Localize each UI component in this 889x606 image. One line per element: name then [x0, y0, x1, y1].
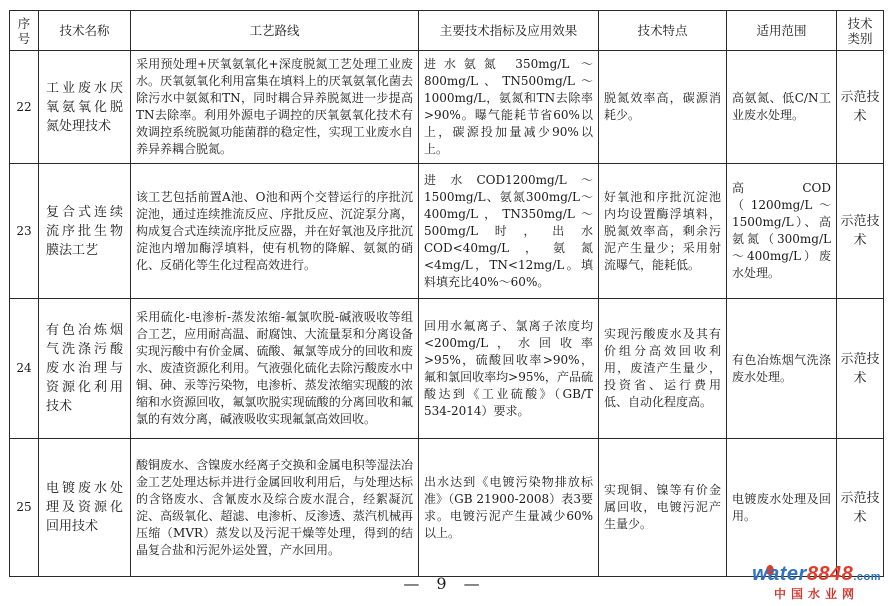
row-route: 采用预处理+厌氧氨氧化+深度脱氮工艺处理工业废水。厌氧氨氧化利用富集在填料上的厌氧氨氧化菌去除污水中氨氮和TN，同时耦合异养脱氮进一步提高TN去除率。利用外源电子调控的厌氧氨氧化技术有效调控系统脱氮功能菌群的稳定性，实现工业废水自养异养耦合脱氮。 [131, 51, 419, 164]
row-name: 复合式连续流序批生物膜法工艺 [39, 164, 131, 299]
row-no: 25 [10, 439, 39, 577]
row-route: 该工艺包括前置A池、O池和两个交替运行的序批沉淀池，通过连续推流反应、序批反应、沉淀泵分离，构成复合式连续流序批反应器，并在好氧池及序批沉淀池内增加酶浮填料，使有机物的降解、氨氮的硝化、反硝化等生化过程高效进行。 [131, 164, 419, 299]
row-route: 采用硫化-电渗析-蒸发浓缩-氟氯吹脱-碱液吸收等组合工艺，应用耐高温、耐腐蚀、大流量泵和分离设备实现污酸中有价金属、硫酸、氟氯等成分的回收和废水、废渣资源化利用。气液强化硫化去除污酸废水中铜、砷、汞等污染物，电渗析、蒸发浓缩实现酸的浓缩和水资源回收，氟氯吹脱实现硫酸的分离回收和氟氯的有效分离，碱液吸收实现氟氯高效回收。 [131, 299, 419, 439]
row-name: 有色冶炼烟气洗涤污酸废水治理与资源化利用技术 [39, 299, 131, 439]
header-name: 技术名称 [39, 11, 131, 51]
watermark-brand-suffix: .com [853, 571, 881, 583]
row-no: 24 [10, 299, 39, 439]
watermark-brand-prefix: water [752, 563, 807, 585]
watermark-brand-digits: 8848 [806, 563, 854, 585]
watermark-brand [752, 564, 881, 587]
header-no: 序 号 [10, 11, 39, 51]
row-scope: 高氨氮、低C/N工业废水处理。 [727, 51, 837, 164]
row-scope: 有色冶炼烟气洗涤废水处理。 [727, 299, 837, 439]
watermark-logo [752, 564, 881, 601]
row-category: 示范技术 [837, 299, 884, 439]
technology-table [9, 10, 884, 577]
header-feature: 技术特点 [599, 11, 727, 51]
row-feature: 实现铜、镍等有价金属回收，电镀污泥产生量少。 [599, 439, 727, 577]
table-row [10, 299, 884, 439]
watermark-site-name: 中国水业网 [774, 587, 860, 601]
row-name: 工业废水厌氧氨氧化脱氮处理技术 [39, 51, 131, 164]
table-row [10, 51, 884, 164]
row-feature: 好氧池和序批沉淀池内均设置酶浮填料，脱氮效率高，剩余污泥产生量少；采用射流曝气，能耗低。 [599, 164, 727, 299]
header-index: 主要技术指标及应用效果 [419, 11, 599, 51]
row-name: 电镀废水处理及资源化回用技术 [39, 439, 131, 577]
row-route: 酸铜废水、含镍废水经离子交换和金属电积等湿法冶金工艺处理达标并进行金属回收利用后，与处理达标的含铬废水、含氰废水及综合废水混合，经絮凝沉淀、高级氧化、超滤、电渗析、反渗透、蒸汽机械再压缩（MVR）蒸发以及污泥干燥等处理，得到的结晶复合盐和污泥外运处置，产水回用。 [131, 439, 419, 577]
row-category: 示范技术 [837, 51, 884, 164]
table-header-row [10, 11, 884, 51]
row-scope: 电镀废水处理及回用。 [727, 439, 837, 577]
row-no: 23 [10, 164, 39, 299]
header-scope: 适用范围 [727, 11, 837, 51]
row-category: 示范技术 [837, 439, 884, 577]
row-feature: 实现污酸废水及其有价组分高效回收利用，废渣产生量少，投资省、运行费用低、自动化程度高。 [599, 299, 727, 439]
page-number: — 9 — [403, 574, 486, 593]
row-index: 进水COD1200mg/L～1500mg/L、氨氮300mg/L～400mg/L，TN350mg/L～500mg/L时，出水COD<40mg/L，氨氮<4mg/L，TN<12mg/L。填料填充比40%～60%。 [419, 164, 599, 299]
row-index: 回用水氟离子、氯离子浓度均<200mg/L，水回收率>95%，硫酸回收率>90%，氟和氯回收率均>95%，产品硫酸达到《工业硫酸》（GB/T 534-2014）要求。 [419, 299, 599, 439]
table-row [10, 439, 884, 577]
row-index: 进水氨氮 350mg/L ～800mg/L、TN500mg/L～1000mg/L，氨氮和TN去除率>90%。曝气能耗节省60%以上，碳源投加量减少90%以上。 [419, 51, 599, 164]
row-scope: 高COD（1200mg/L～1500mg/L）、高氨氮（300mg/L～400mg/L）废水处理。 [727, 164, 837, 299]
row-index: 出水达到《电镀污染物排放标准》（GB 21900-2008）表3要求。电镀污泥产生量减少60%以上。 [419, 439, 599, 577]
row-no: 22 [10, 51, 39, 164]
row-feature: 脱氮效率高，碳源消耗少。 [599, 51, 727, 164]
header-category: 技术 类别 [837, 11, 884, 51]
table-row [10, 164, 884, 299]
row-category: 示范技术 [837, 164, 884, 299]
header-route: 工艺路线 [131, 11, 419, 51]
